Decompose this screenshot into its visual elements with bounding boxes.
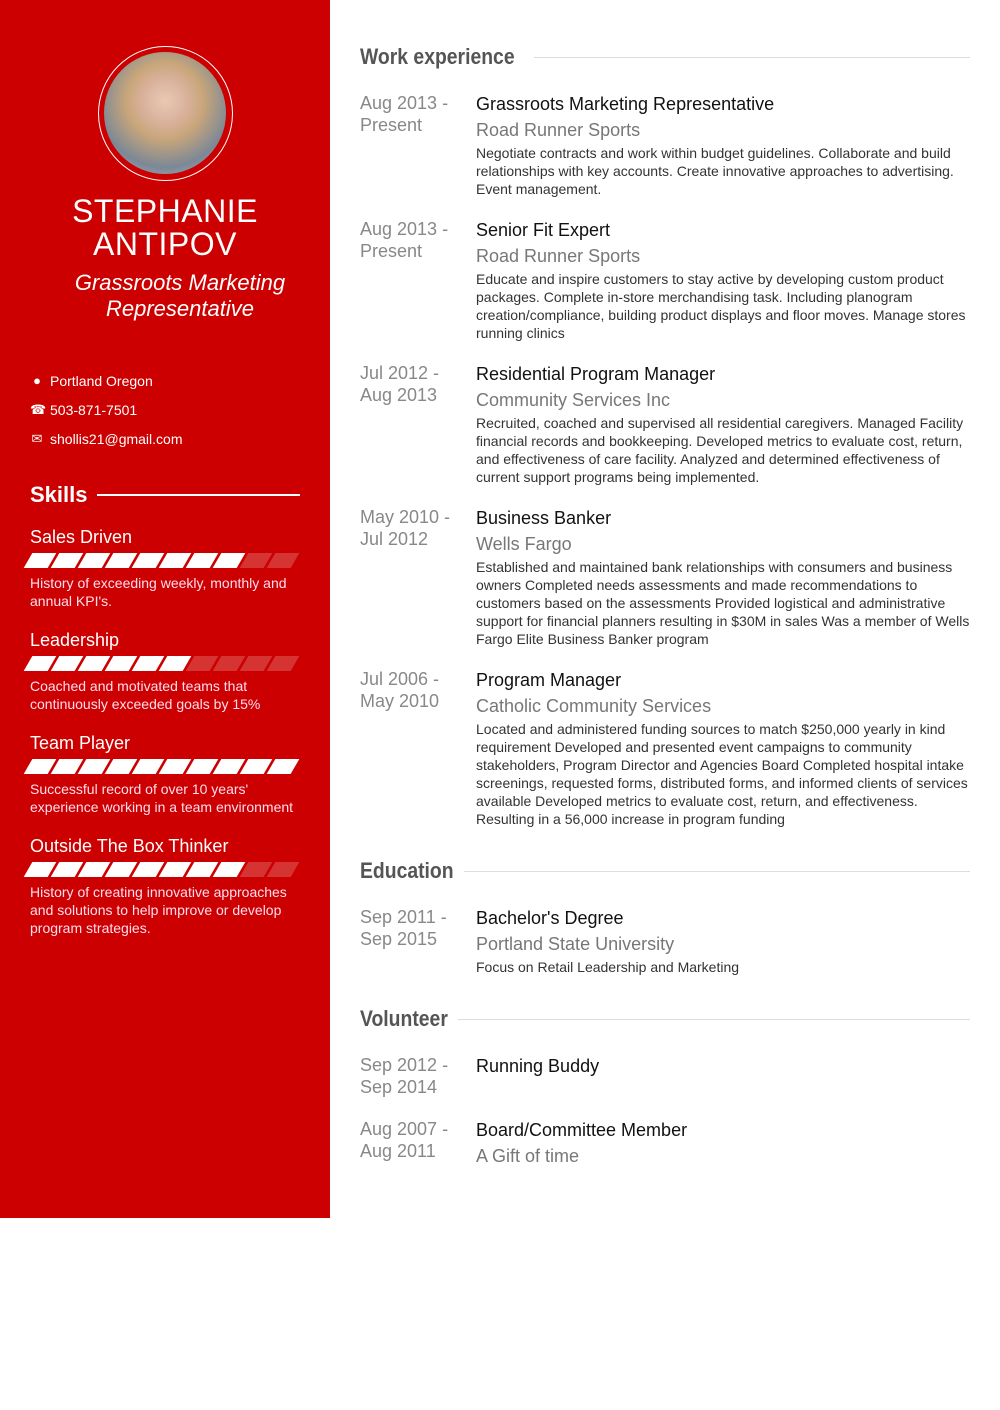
divider [458, 1019, 970, 1020]
skill-description: Coached and motivated teams that continuously exceeded goals by 15% [30, 678, 261, 712]
avatar-ring [98, 46, 233, 181]
entry-description: Negotiate contracts and work within budget guidelines. Collaborate and build relationships with key accounts. Create innovative approaches to advertising. Event management. [476, 145, 954, 197]
entry-body [476, 218, 970, 342]
entry-organization: A Gift of time [476, 1146, 580, 1166]
entry-body [476, 906, 970, 976]
section-title: Work experience [360, 44, 515, 69]
skills-list [30, 525, 302, 955]
entry-body [476, 1118, 970, 1167]
date-to: Aug 2013 [360, 385, 438, 405]
date-from: Sep 2011 - [360, 907, 447, 927]
entry-title: Board/Committee Member [476, 1120, 688, 1140]
phone-text: 503-871-7501 [50, 401, 138, 418]
date-to: Aug 2011 [360, 1141, 436, 1161]
skill-level-segment [267, 553, 300, 568]
contact-location [30, 366, 182, 395]
entry-item [360, 1118, 970, 1167]
first-name: STEPHANIE [72, 193, 258, 229]
entry-organization: Catholic Community Services [476, 696, 712, 716]
entry-organization: Road Runner Sports [476, 246, 641, 266]
contact-email [30, 424, 182, 453]
entry-title: Residential Program Manager [476, 364, 716, 384]
date-from: Jul 2012 - [360, 363, 440, 383]
entry-dates [360, 506, 476, 648]
skill-level-bar [28, 553, 302, 568]
skill-level-bar [28, 759, 302, 774]
skill-level-bar [28, 656, 302, 671]
skills-title: Skills [30, 482, 88, 507]
avatar [104, 52, 226, 174]
entry-body [476, 362, 970, 486]
section-heading [360, 858, 970, 884]
entry-organization: Community Services Inc [476, 390, 671, 410]
entry-description: Focus on Retail Leadership and Marketing [476, 959, 740, 975]
contact-phone [30, 395, 182, 424]
skills-heading [30, 482, 300, 508]
entry-dates [360, 218, 476, 342]
date-to: May 2010 [360, 691, 440, 711]
skill-name: Sales Driven [30, 527, 133, 547]
entry-item [360, 218, 970, 342]
section-heading [360, 1006, 970, 1032]
sidebar [0, 0, 330, 1218]
divider [464, 871, 970, 872]
entry-title: Business Banker [476, 508, 612, 528]
skill-item [30, 628, 302, 713]
entry-dates [360, 1054, 476, 1098]
entry-dates [360, 668, 476, 828]
divider [97, 494, 300, 496]
entry-item [360, 362, 970, 486]
entry-description: Educate and inspire customers to stay active by developing custom product packages. Complete in-store merchandising task. Including planogram creation/compliance, building product displays and floor moves. Manage stores running clinics [476, 271, 966, 341]
section-work-experience [360, 44, 970, 828]
date-to: Sep 2014 [360, 1077, 438, 1097]
skill-level-segment [267, 759, 300, 774]
entry-body [476, 506, 970, 648]
date-from: Aug 2013 - [360, 93, 449, 113]
candidate-name [0, 195, 330, 261]
entry-organization: Wells Fargo [476, 534, 572, 554]
date-from: May 2010 - [360, 507, 451, 527]
entry-body [476, 668, 970, 828]
skill-description: History of exceeding weekly, monthly and annual KPI's. [30, 575, 287, 609]
last-name: ANTIPOV [93, 226, 237, 262]
entry-item [360, 1054, 970, 1098]
entry-body [476, 1054, 970, 1098]
entry-title: Program Manager [476, 670, 622, 690]
entry-title: Grassroots Marketing Representative [476, 94, 775, 114]
skill-description: Successful record of over 10 years' experience working in a team environment [30, 781, 294, 815]
divider [534, 57, 970, 58]
section-heading [360, 44, 970, 70]
entry-item [360, 92, 970, 198]
section-title: Education [360, 858, 454, 883]
entry-dates [360, 1118, 476, 1167]
contact-info [30, 366, 182, 453]
entry-item [360, 506, 970, 648]
entry-title: Senior Fit Expert [476, 220, 611, 240]
entry-title: Running Buddy [476, 1056, 600, 1076]
candidate-role: Grassroots Marketing Representative [74, 270, 286, 321]
envelope-icon: ✉ [31, 430, 43, 446]
entry-dates [360, 362, 476, 486]
main-content [360, 44, 970, 1197]
section-volunteer [360, 1006, 970, 1167]
section-title: Volunteer [360, 1006, 448, 1031]
skill-level-segment [267, 862, 300, 877]
section-education [360, 858, 970, 976]
entry-dates [360, 906, 476, 976]
date-from: Aug 2007 - [360, 1119, 449, 1139]
skill-name: Leadership [30, 630, 120, 650]
date-from: Aug 2013 - [360, 219, 449, 239]
entry-item [360, 668, 970, 828]
entry-organization: Portland State University [476, 934, 675, 954]
entry-title: Bachelor's Degree [476, 908, 624, 928]
entry-dates [360, 92, 476, 198]
skill-item [30, 731, 302, 816]
entry-organization: Road Runner Sports [476, 120, 641, 140]
skill-level-bar [28, 862, 302, 877]
entry-description: Established and maintained bank relationships with consumers and business owners Completed needs assessments and made recommendations to customers based on the assessments Provided logistical and administrative support for financial planners resulting in $30M in sales Was a member of Wells Fargo Elite Business Banker program [476, 559, 970, 647]
date-to: Sep 2015 [360, 929, 438, 949]
skill-item [30, 525, 302, 610]
entry-body [476, 92, 970, 198]
entry-item [360, 906, 970, 976]
map-pin-icon: ● [33, 373, 41, 388]
phone-icon: ☎ [30, 401, 47, 417]
date-to: Present [360, 241, 423, 261]
location-text: Portland Oregon [50, 372, 153, 389]
date-from: Jul 2006 - [360, 669, 440, 689]
skill-name: Team Player [30, 733, 131, 753]
date-from: Sep 2012 - [360, 1055, 449, 1075]
skill-name: Outside The Box Thinker [30, 836, 229, 856]
entry-description: Located and administered funding sources to match $250,000 yearly in kind requirement Developed and presented event campaigns to community stakeholders, Program Director and Agencies Board Completed hospital intake screenings, requested forms, distributed forms, and informed clients of services available Developed metrics to evaluate cost, return, and effectiveness. Resulting in a 56,000 increase in program funding [476, 721, 968, 827]
date-to: Present [360, 115, 423, 135]
skill-item [30, 834, 302, 937]
skill-description: History of creating innovative approaches and solutions to help improve or develop program strategies. [30, 884, 287, 936]
email-link[interactable]: shollis21@gmail.com [50, 430, 183, 447]
entry-description: Recruited, coached and supervised all residential caregivers. Managed Facility financial records and bookkeeping. Developed metrics to evaluate cost, return, and effectiveness of care facility. Analyzed and determined effectiveness of current support programs being implemented. [476, 415, 964, 485]
skill-level-segment [267, 656, 300, 671]
date-to: Jul 2012 [360, 529, 429, 549]
